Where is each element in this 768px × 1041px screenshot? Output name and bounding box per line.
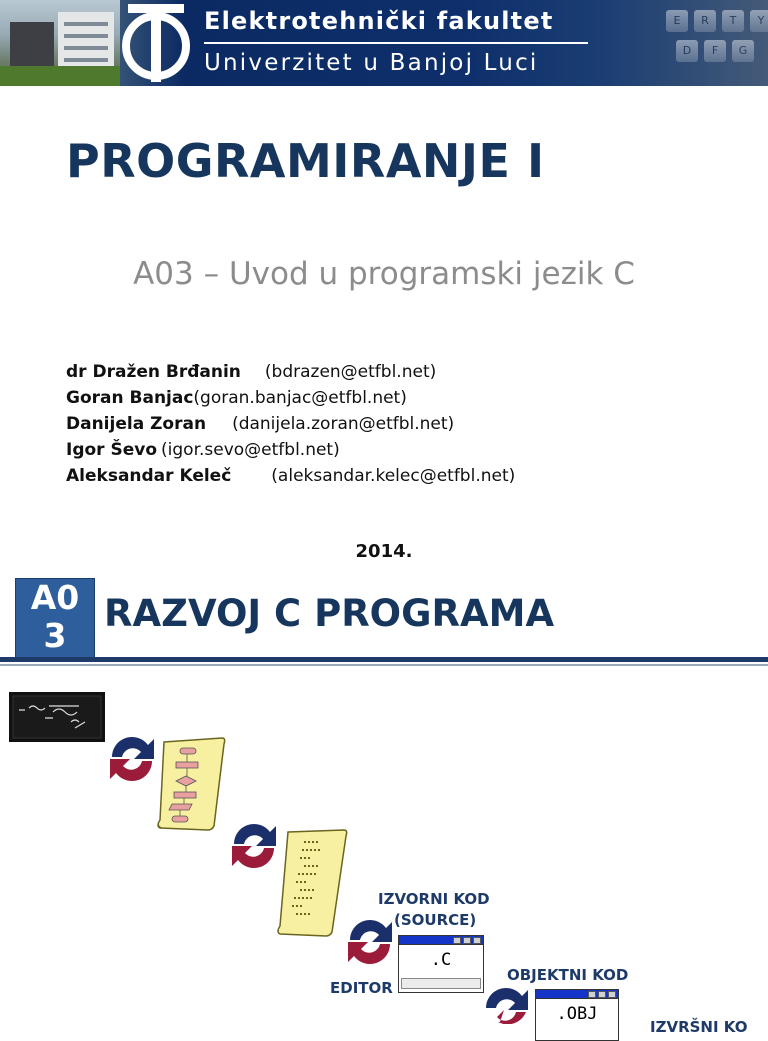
faculty-logo <box>118 2 194 84</box>
lecture-badge: A0 3 <box>15 578 95 658</box>
author-email: (danijela.zoran@etfbl.net) <box>232 414 455 434</box>
author-email: (goran.banjac@etfbl.net) <box>193 388 407 408</box>
author-row <box>66 466 515 492</box>
title-divider <box>0 657 768 662</box>
keycap: Y <box>750 10 768 32</box>
source-code-label: IZVORNI KOD <box>378 890 490 908</box>
object-code-label: OBJEKTNI KOD <box>507 966 629 984</box>
keycap: F <box>704 40 726 62</box>
author-name: Aleksandar Keleč <box>66 466 232 486</box>
faculty-banner <box>0 0 768 86</box>
author-name: Danijela Zoran <box>66 414 207 434</box>
keycap: T <box>722 10 744 32</box>
source-file-ext: .C <box>430 950 452 970</box>
faculty-name: Elektrotehnički fakultet <box>204 7 554 35</box>
keycap: G <box>732 40 754 62</box>
course-title: PROGRAMIRANJE I <box>66 134 545 188</box>
author-email: (bdrazen@etfbl.net) <box>264 362 437 382</box>
keycap: E <box>666 10 688 32</box>
author-row <box>66 388 407 414</box>
chalkboard-formula-image <box>9 692 105 742</box>
cycle-arrows-icon <box>478 978 534 1024</box>
university-name: Univerzitet u Banjoj Luci <box>204 50 539 76</box>
source-code-scroll-icon <box>274 826 348 940</box>
cycle-arrows-icon <box>342 910 398 972</box>
object-file-window <box>535 989 619 1041</box>
keycap: D <box>676 40 698 62</box>
source-code-sublabel: (SOURCE) <box>394 911 477 929</box>
slide-title: RAZVOJ C PROGRAMA <box>104 592 555 635</box>
flowchart-scroll-icon <box>154 736 228 832</box>
author-name: Goran Banjac <box>66 388 194 408</box>
title-divider-thin <box>0 664 768 666</box>
author-row <box>66 362 436 388</box>
author-email: (igor.sevo@etfbl.net) <box>161 440 340 460</box>
keyboard-photo <box>630 0 768 86</box>
author-name: dr Dražen Brđanin <box>66 362 241 382</box>
lecture-subtitle: A03 – Uvod u programski jezik C <box>133 256 635 292</box>
editor-label: EDITOR <box>330 979 393 997</box>
author-name: Igor Ševo <box>66 440 158 460</box>
cycle-arrows-icon <box>104 727 160 789</box>
campus-photo <box>0 0 120 86</box>
source-file-window <box>398 935 484 993</box>
window-scrollbar <box>401 978 481 989</box>
author-row <box>66 414 454 440</box>
author-row <box>66 440 340 466</box>
executable-code-label: IZVRŠNI KO <box>650 1018 748 1036</box>
author-email: (aleksandar.kelec@etfbl.net) <box>271 466 516 486</box>
object-file-ext: .OBJ <box>556 1004 598 1024</box>
year: 2014. <box>355 541 413 562</box>
keycap: R <box>694 10 716 32</box>
banner-divider <box>204 42 588 44</box>
